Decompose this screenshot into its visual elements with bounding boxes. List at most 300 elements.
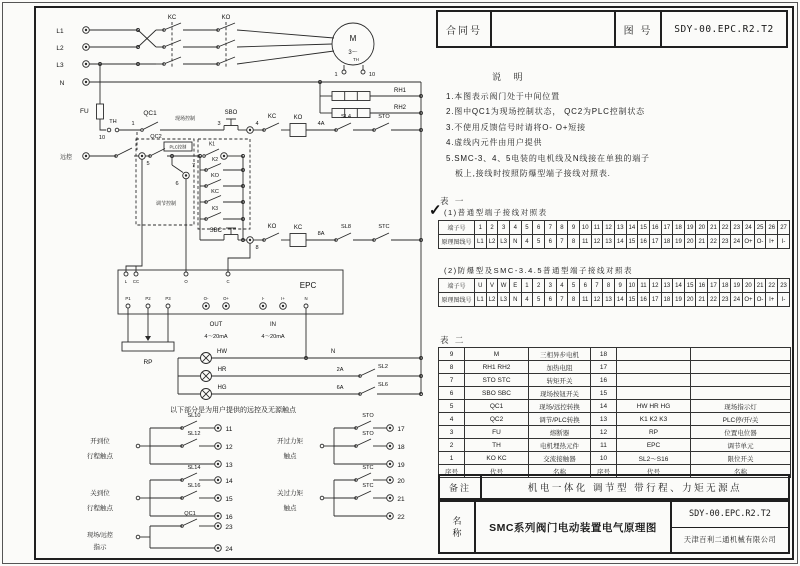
component-cell: 18: [591, 348, 617, 361]
label-l2: L2: [56, 45, 64, 52]
component-cell: STO STC: [465, 374, 529, 387]
component-cell: 17: [591, 361, 617, 374]
terminal-cell: 24: [731, 235, 743, 249]
component-cell: HW HR HG: [617, 400, 691, 413]
terminal-cell: V: [486, 279, 498, 293]
terminal-cell: 10: [579, 221, 591, 235]
label-g4a: 关过力矩: [277, 490, 303, 497]
terminal-cell: 19: [731, 279, 743, 293]
component-cell: EPC: [617, 439, 691, 452]
name-block-right: [672, 502, 788, 552]
label-kc_coil: KC: [293, 225, 303, 231]
drawing-no-label: 图 号: [616, 12, 662, 46]
label-reg: 调节控制: [155, 201, 177, 207]
open-torque-contacts: [277, 413, 405, 469]
terminal-cell: 4: [521, 293, 533, 307]
component-cell: 电机埋热元件: [529, 439, 591, 452]
notes-heading: 说 明: [492, 72, 528, 82]
drawing-no-value: SDY-00.EPC.R2.T2: [674, 23, 774, 35]
note-item: 3.不使用反馈信号时请将O- O+短接: [446, 122, 586, 132]
label-ko_grp: KO: [221, 15, 231, 21]
contract-no-label: 合同号: [438, 12, 492, 46]
close-travel-contacts: [87, 465, 233, 521]
name-label-char1: 名: [452, 516, 462, 526]
terminal-cell: 12: [591, 293, 603, 307]
terminal-cell: I-: [778, 293, 790, 307]
name-label-char2: 称: [452, 528, 462, 538]
terminal-cell: 21: [754, 279, 766, 293]
label-tom: O-: [203, 296, 209, 301]
component-cell: [691, 387, 791, 400]
label-m: M: [349, 34, 357, 43]
close-torque-contacts: [277, 465, 405, 521]
component-cell: RH1 RH2: [465, 361, 529, 374]
terminal-cell: 14: [673, 279, 685, 293]
label-t18: 18: [397, 444, 405, 451]
table1-sub1-title: (1)普通型端子接线对照表: [444, 208, 548, 217]
label-nlbl: N: [330, 349, 336, 355]
component-cell: 序号: [439, 465, 465, 478]
component-cell: 加热电阻: [529, 361, 591, 374]
component-cell: 代号: [617, 465, 691, 478]
terminal-cell: I-: [778, 235, 790, 249]
terminal-cell: L3: [498, 235, 510, 249]
component-legend-table: [438, 347, 790, 478]
terminal-cell: 18: [673, 221, 685, 235]
terminal-cell: 6: [544, 235, 556, 249]
label-tl: L: [124, 279, 128, 284]
label-t12: 12: [225, 444, 233, 451]
terminal-cell: 9: [614, 279, 626, 293]
terminal-cell: 11: [638, 279, 650, 293]
company-name: 天津百利二通机械有限公司: [683, 534, 777, 544]
label-qc1b: QC1: [184, 511, 196, 517]
label-rp: RP: [143, 359, 153, 366]
component-cell: 调节单元: [691, 439, 791, 452]
label-g3b: 触点: [283, 453, 297, 460]
label-w7: 7: [191, 163, 195, 169]
terminal-cell: 1: [475, 221, 487, 235]
label-qc1: QC1: [143, 110, 157, 117]
terminal-cell: E: [509, 279, 521, 293]
terminal-cell: 2: [486, 221, 498, 235]
label-sl12: SL12: [187, 431, 201, 437]
name-label: [440, 502, 476, 552]
terminal-cell: 17: [661, 221, 673, 235]
component-cell: [617, 387, 691, 400]
label-kc_nc: KC: [267, 114, 277, 120]
terminal-cell: 13: [661, 279, 673, 293]
label-qc2: QC2: [150, 134, 162, 140]
component-cell: [691, 361, 791, 374]
component-cell: FU: [465, 426, 529, 439]
label-t14: 14: [225, 478, 233, 485]
terminal-cell: L3: [498, 293, 510, 307]
label-stc2: STC: [362, 465, 374, 471]
label-w2a: 2A: [336, 367, 344, 373]
row-label-cell: 端子号: [439, 279, 475, 293]
table2-heading: 表 二: [440, 335, 466, 345]
label-t22: 22: [397, 514, 405, 521]
label-p2: P2: [145, 296, 151, 301]
component-cell: PLC停/开/关: [691, 413, 791, 426]
label-remote: 远控: [59, 155, 73, 161]
label-t23: 23: [225, 524, 233, 531]
note-item: 板上,接线时按照防爆型端子接线对照表.: [455, 169, 611, 178]
terminal-cell: 11: [579, 235, 591, 249]
check-mark: ✓: [429, 202, 442, 219]
terminal-cell: 20: [743, 279, 755, 293]
terminal-cell: 5: [533, 293, 545, 307]
row-label-cell: 原理图线号: [439, 293, 475, 307]
label-m3: 3～: [348, 50, 358, 56]
note-item: 4.虚线内元件由用户提供: [446, 138, 543, 147]
label-tn: N: [304, 296, 308, 301]
remark-block: [438, 474, 790, 500]
component-cell: 16: [591, 374, 617, 387]
terminal-cell: 20: [684, 293, 696, 307]
terminal-cell: 12: [649, 279, 661, 293]
terminal-cell: 16: [638, 235, 650, 249]
terminal-cell: 19: [684, 221, 696, 235]
terminal-cell: 15: [626, 293, 638, 307]
label-sl10: SL10: [187, 413, 201, 419]
component-cell: 现场指示灯: [691, 400, 791, 413]
terminal-cell: 21: [708, 221, 720, 235]
label-user_note: 以下部分是为用户提供的远控及无源触点: [170, 407, 296, 414]
component-cell: 序号: [591, 465, 617, 478]
component-cell: 13: [591, 413, 617, 426]
open-travel-contacts: [87, 413, 233, 469]
terminal-cell: 13: [614, 221, 626, 235]
label-w4a: 4A: [317, 121, 325, 127]
label-w5: 5: [146, 161, 150, 167]
terminal-cell: W: [498, 279, 510, 293]
label-w3: 3: [217, 121, 221, 127]
terminal-cell: 8: [556, 221, 568, 235]
terminal-cell: 8: [603, 279, 615, 293]
label-t21: 21: [397, 496, 405, 503]
terminal-cell: L1: [475, 293, 487, 307]
schematic: [38, 8, 430, 560]
terminal-cell: 2: [533, 279, 545, 293]
label-sl16: SL16: [187, 483, 201, 489]
power-section: [56, 15, 421, 87]
label-k1: K1: [208, 141, 216, 148]
terminal-cell: 6: [533, 221, 545, 235]
terminal-cell: 18: [661, 235, 673, 249]
label-tip: I+: [281, 296, 285, 301]
remark-value: 机电一体化 调节型 带行程、力矩无源点: [527, 483, 743, 494]
component-cell: M: [465, 348, 529, 361]
terminal-cell: 22: [708, 293, 720, 307]
drawing-title: SMC系列阀门电动装置电气原理图: [476, 502, 672, 552]
terminal-cell: 22: [719, 221, 731, 235]
label-w10: 10: [98, 135, 106, 141]
terminal-cell: 14: [626, 221, 638, 235]
label-in: IN: [270, 322, 276, 328]
terminal-cell: 8: [568, 235, 580, 249]
terminal-cell: 7: [591, 279, 603, 293]
label-w4: 4: [255, 121, 259, 127]
terminal-cell: O+: [743, 293, 755, 307]
terminal-cell: 17: [649, 293, 661, 307]
label-g2b: 行程触点: [87, 505, 113, 512]
terminal-cell: 25: [754, 221, 766, 235]
component-cell: [617, 374, 691, 387]
terminal-cell: 15: [638, 221, 650, 235]
notes-section: [446, 70, 786, 182]
terminal-cell: 15: [626, 235, 638, 249]
component-cell: 15: [591, 387, 617, 400]
table1-sub2-title: (2)防爆型及SMC-3.4.5普通型端子接线对照表: [444, 266, 634, 275]
label-p3: P3: [165, 296, 171, 301]
label-p1: P1: [125, 296, 131, 301]
terminal-cell: 17: [708, 279, 720, 293]
terminal-cell: 24: [743, 221, 755, 235]
label-sbo: SBO: [224, 110, 238, 116]
label-g5a: 现场/远控: [87, 533, 113, 539]
terminal-cell: 19: [673, 235, 685, 249]
label-w6a: 6A: [336, 385, 344, 391]
row-label-cell: 端子号: [439, 221, 475, 235]
terminal-cell: N: [509, 235, 521, 249]
label-tim: I-: [261, 296, 265, 301]
label-tc: C: [226, 279, 230, 284]
terminal-cell: 10: [626, 279, 638, 293]
wiring-table-explosion-proof: [438, 278, 790, 307]
local-remote-indication-contacts: [87, 511, 233, 553]
terminal-cell: 14: [614, 235, 626, 249]
terminal-cell: 8: [568, 293, 580, 307]
terminal-cell: 13: [603, 293, 615, 307]
terminal-cell: 13: [603, 235, 615, 249]
label-ko_nc: KO: [267, 224, 277, 230]
terminal-cell: 19: [673, 293, 685, 307]
terminal-cell: 9: [568, 221, 580, 235]
terminal-cell: 12: [603, 221, 615, 235]
component-cell: [617, 348, 691, 361]
label-w8: 8: [255, 245, 259, 251]
terminal-cell: N: [509, 293, 521, 307]
component-cell: 熔断器: [529, 426, 591, 439]
terminal-cell: 20: [696, 221, 708, 235]
component-cell: 限位开关: [691, 452, 791, 465]
label-to: O: [184, 279, 188, 284]
terminal-cell: 6: [544, 293, 556, 307]
label-t16: 16: [225, 514, 233, 521]
label-kc_grp: KC: [167, 15, 177, 21]
terminal-cell: 23: [731, 221, 743, 235]
label-t11: 11: [225, 426, 233, 433]
component-cell: 11: [591, 439, 617, 452]
label-epc: EPC: [299, 281, 317, 290]
terminal-cell: 12: [591, 235, 603, 249]
terminal-cell: 7: [544, 221, 556, 235]
motor: [332, 23, 375, 78]
component-cell: TH: [465, 439, 529, 452]
terminal-cell: 20: [684, 235, 696, 249]
label-hr: HR: [217, 367, 227, 373]
label-w6: 6: [175, 181, 179, 187]
note-item: 2.图中QC1为现场控制状态， QC2为PLC控制状态: [446, 107, 645, 116]
label-ko_coil: KO: [293, 115, 303, 121]
component-cell: 3: [439, 426, 465, 439]
component-cell: 名称: [529, 465, 591, 478]
table1-heading: 表 一: [440, 196, 466, 206]
component-cell: 三相异步电机: [529, 348, 591, 361]
terminal-cell: 16: [696, 279, 708, 293]
terminal-cell: I+: [766, 235, 778, 249]
terminal-cell: L1: [475, 235, 487, 249]
label-out: OUT: [209, 322, 223, 328]
terminal-cell: 4: [509, 221, 521, 235]
label-g1a: 开到位: [90, 438, 110, 445]
label-stc: STC: [378, 224, 390, 230]
component-cell: 代号: [465, 465, 529, 478]
terminal-cell: 1: [521, 279, 533, 293]
label-inma: 4～20mA: [261, 334, 285, 340]
label-stc3: STC: [362, 483, 374, 489]
terminal-cell: 7: [556, 235, 568, 249]
label-sl2: SL2: [378, 364, 388, 370]
heater-resistors: [319, 81, 423, 118]
component-cell: 现场/远控转换: [529, 400, 591, 413]
label-n: N: [59, 80, 65, 87]
label-mt10: 10: [368, 72, 376, 78]
component-cell: 14: [591, 400, 617, 413]
label-sto: STO: [378, 114, 390, 120]
label-th: TH: [109, 119, 117, 125]
label-k2: K2: [211, 157, 219, 163]
label-sbc: SBC: [209, 228, 222, 234]
label-ko_c: KO: [210, 173, 220, 179]
name-block: [438, 500, 790, 554]
component-cell: 转矩开关: [529, 374, 591, 387]
terminal-cell: 5: [568, 279, 580, 293]
terminal-cell: 4: [521, 235, 533, 249]
remark-label: 备注: [440, 476, 482, 498]
terminal-cell: 23: [778, 279, 790, 293]
terminal-cell: 3: [544, 279, 556, 293]
component-cell: SL2～S16: [617, 452, 691, 465]
terminal-cell: 3: [498, 221, 510, 235]
label-t13: 13: [225, 462, 233, 469]
terminal-cell: 6: [579, 279, 591, 293]
label-top: O+: [223, 296, 229, 301]
component-cell: 10: [591, 452, 617, 465]
terminal-cell: O+: [743, 235, 755, 249]
component-cell: 7: [439, 374, 465, 387]
component-cell: 位置电位器: [691, 426, 791, 439]
component-cell: K1 K2 K3: [617, 413, 691, 426]
component-cell: 交流接触器: [529, 452, 591, 465]
terminal-cell: 26: [766, 221, 778, 235]
label-g1b: 行程触点: [87, 453, 113, 460]
label-t20: 20: [397, 478, 405, 485]
label-g2a: 关到位: [90, 490, 110, 497]
component-cell: 2: [439, 439, 465, 452]
terminal-cell: 23: [719, 235, 731, 249]
terminal-cell: 5: [521, 221, 533, 235]
terminal-cell: L2: [486, 235, 498, 249]
terminal-cell: 22: [766, 279, 778, 293]
row-label-cell: 原理图线号: [439, 235, 475, 249]
label-t19: 19: [397, 462, 405, 469]
label-plc: PLC控制: [169, 144, 187, 150]
label-l1: L1: [56, 28, 64, 35]
terminal-cell: 24: [731, 293, 743, 307]
label-w8a: 8A: [317, 231, 325, 237]
component-cell: QC2: [465, 413, 529, 426]
label-hg: HG: [217, 385, 227, 391]
terminal-cell: 16: [649, 221, 661, 235]
drawing-no-bottom: SDY-00.EPC.R2.T2: [672, 502, 788, 528]
terminal-cell: 18: [661, 293, 673, 307]
terminal-cell: 11: [579, 293, 591, 307]
terminal-cell: L2: [486, 293, 498, 307]
terminal-cell: 4: [556, 279, 568, 293]
component-cell: 12: [591, 426, 617, 439]
component-cell: 调节/PLC转换: [529, 413, 591, 426]
wiring-table-standard: [438, 220, 790, 249]
label-sto2: STO: [362, 413, 374, 419]
terminal-cell: O-: [754, 235, 766, 249]
component-cell: [691, 374, 791, 387]
terminal-cell: 21: [696, 293, 708, 307]
component-cell: 名称: [691, 465, 791, 478]
component-cell: 9: [439, 348, 465, 361]
component-cell: 1: [439, 452, 465, 465]
terminal-cell: 27: [778, 221, 790, 235]
label-t24: 24: [225, 546, 233, 553]
component-cell: 5: [439, 400, 465, 413]
label-sl14: SL14: [187, 465, 201, 471]
label-k3: K3: [211, 206, 219, 212]
component-cell: 现场按钮开关: [529, 387, 591, 400]
note-item: 5.SMC-3、4、5电装的电机线及N线接在单独的端子: [446, 153, 650, 163]
terminal-cell: 17: [649, 235, 661, 249]
terminal-cell: 16: [638, 293, 650, 307]
label-outma: 4～20mA: [204, 334, 228, 340]
terminal-cell: O-: [754, 293, 766, 307]
title-block-top: [436, 10, 788, 48]
label-hw: HW: [217, 349, 227, 355]
label-fu: FU: [80, 108, 89, 115]
label-sl4: SL4: [341, 114, 351, 120]
terminal-cell: 11: [591, 221, 603, 235]
label-rh2: RH2: [393, 105, 407, 111]
terminal-cell: 15: [684, 279, 696, 293]
epc-controller: [118, 159, 343, 366]
component-cell: 8: [439, 361, 465, 374]
label-t15: 15: [225, 496, 233, 503]
label-local: 现场控制: [174, 116, 196, 122]
contract-no-value: [492, 12, 616, 46]
remote-control-rung: [60, 132, 250, 272]
label-sl6: SL6: [378, 382, 388, 388]
terminal-cell: U: [475, 279, 487, 293]
label-g4b: 触点: [283, 505, 297, 512]
note-item: 1.本图表示阀门处于中间位置: [446, 91, 560, 101]
label-w1: 1: [131, 121, 135, 127]
label-t17: 17: [397, 426, 405, 433]
label-l3: L3: [56, 62, 64, 69]
component-cell: SBO SBC: [465, 387, 529, 400]
component-cell: [691, 348, 791, 361]
close-contactor-rung: [200, 224, 423, 272]
terminal-cell: I+: [766, 293, 778, 307]
